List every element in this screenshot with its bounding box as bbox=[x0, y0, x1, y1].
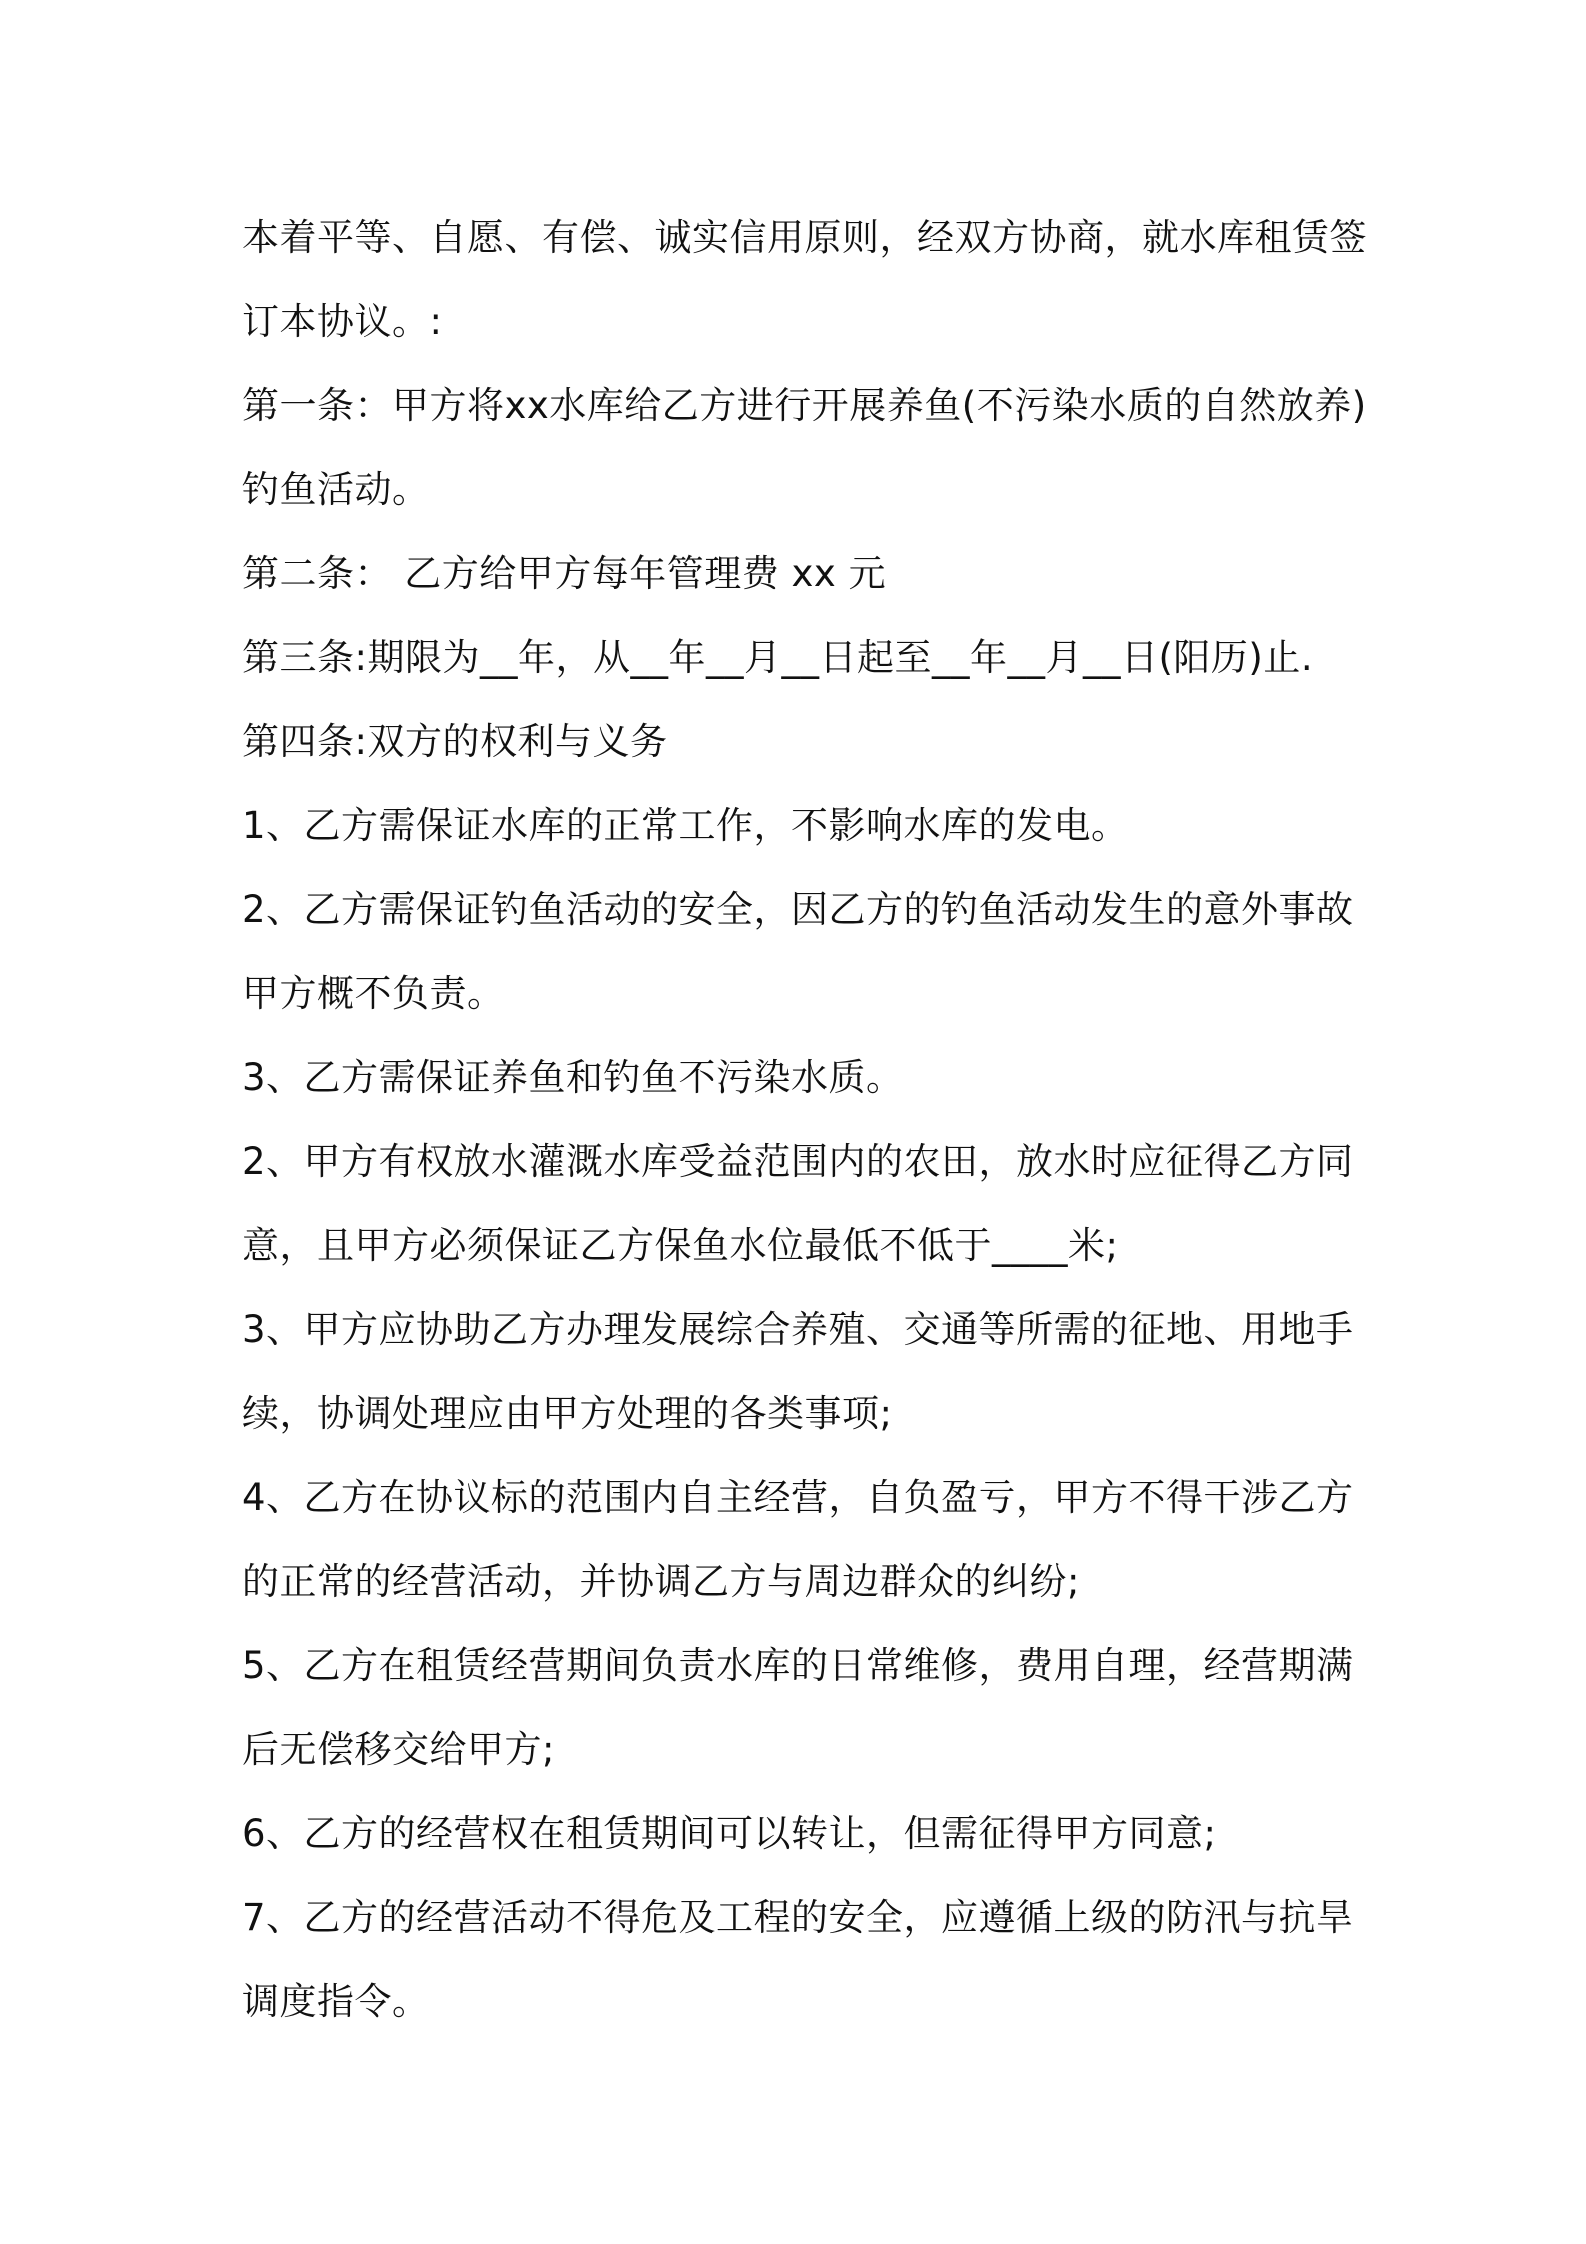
text-line: 1、乙方需保证水库的正常工作，不影响水库的发电。 bbox=[242, 804, 1129, 847]
text-line: 7、乙方的经营活动不得危及工程的安全，应遵循上级的防汛与抗旱 bbox=[242, 1896, 1354, 1939]
text-line: 第一条：甲方将xx水库给乙方进行开展养鱼(不污染水质的自然放养) bbox=[242, 384, 1367, 427]
text-line: 续，协调处理应由甲方处理的各类事项; bbox=[242, 1392, 893, 1435]
text-line: 2、乙方需保证钓鱼活动的安全，因乙方的钓鱼活动发生的意外事故 bbox=[242, 888, 1354, 931]
text-line: 6、乙方的经营权在租赁期间可以转让，但需征得甲方同意; bbox=[242, 1812, 1217, 1855]
text-line: 订本协议。: bbox=[242, 300, 443, 343]
text-line: 钓鱼活动。 bbox=[242, 468, 430, 511]
document-body bbox=[242, 196, 1367, 2044]
text-line: 调度指令。 bbox=[242, 1980, 430, 2023]
text-line: 3、甲方应协助乙方办理发展综合养殖、交通等所需的征地、用地手 bbox=[242, 1308, 1354, 1351]
text-line: 甲方概不负责。 bbox=[242, 972, 505, 1015]
text-line: 4、乙方在协议标的范围内自主经营，自负盈亏，甲方不得干涉乙方 bbox=[242, 1476, 1354, 1519]
text-line: 意，且甲方必须保证乙方保鱼水位最低不低于____米; bbox=[242, 1224, 1119, 1267]
text-line: 第四条:双方的权利与义务 bbox=[242, 720, 668, 763]
text-line: 3、乙方需保证养鱼和钓鱼不污染水质。 bbox=[242, 1056, 904, 1099]
text-line: 2、甲方有权放水灌溉水库受益范围内的农田，放水时应征得乙方同 bbox=[242, 1140, 1354, 1183]
text-line: 5、乙方在租赁经营期间负责水库的日常维修，费用自理，经营期满 bbox=[242, 1644, 1354, 1687]
text-line: 本着平等、自愿、有偿、诚实信用原则，经双方协商，就水库租赁签 bbox=[242, 216, 1367, 259]
text-line: 第三条:期限为__年，从__年__月__日起至__年__月__日(阳历)止. bbox=[242, 636, 1314, 679]
text-line: 第二条： 乙方给甲方每年管理费 xx 元 bbox=[242, 552, 887, 595]
text-line: 的正常的经营活动，并协调乙方与周边群众的纠纷; bbox=[242, 1560, 1080, 1603]
text-line: 后无偿移交给甲方; bbox=[242, 1728, 555, 1771]
